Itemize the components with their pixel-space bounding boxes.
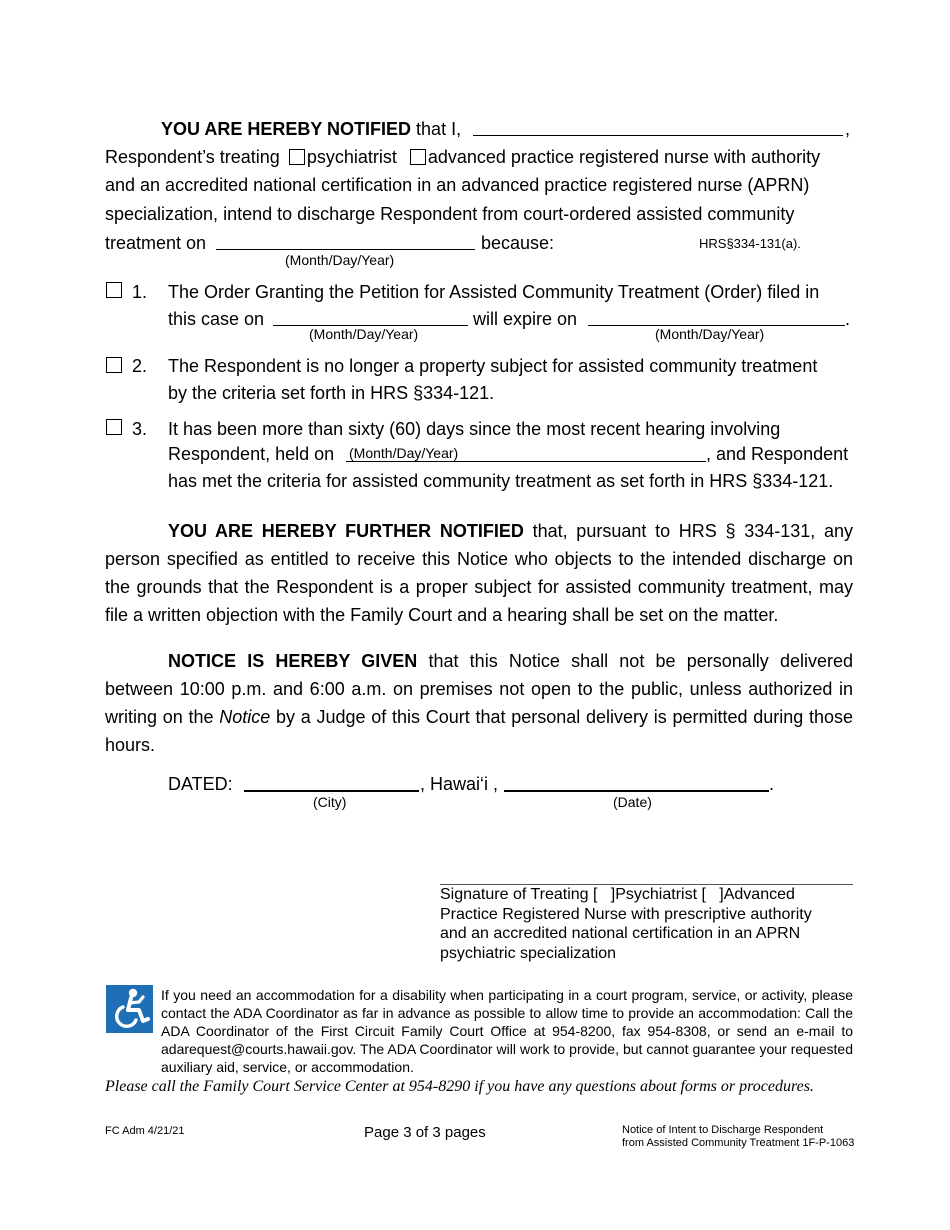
signature-line-1 [440,885,855,905]
notice-line-1 [161,118,461,140]
item-2-number: 2. [132,356,148,376]
aprn-bracket[interactable]: [ ] [701,886,724,903]
aprn-checkbox[interactable] [410,149,426,165]
page-number: Page 3 of 3 pages [364,1124,486,1141]
date-caption: (Date) [613,794,652,810]
hearing-date-line[interactable] [346,461,706,462]
signature-line-2: Practice Registered Nurse with prescriptive authority [440,905,812,923]
notice-italic: Notice [219,707,271,727]
notice-given-bold: NOTICE IS HEREBY GIVEN [168,651,418,671]
item-3-and-respondent: , and Respondent [706,444,849,464]
discharge-date-caption: (Month/Day/Year) [285,252,395,268]
form-title-line-1: Notice of Intent to Discharge Respondent [622,1124,824,1136]
item-3-line-3: has met the criteria for assisted community treatment as set forth in HRS §334-121. [168,471,834,491]
treatment-on-label: treatment on [105,233,207,253]
item-1-period: . [845,309,851,329]
dated-hawaii: , Hawai‘i , [420,774,499,794]
item-3-held-label: Respondent, held on [168,444,335,464]
form-revision: FC Adm 4/21/21 [105,1125,185,1137]
city-caption: (City) [313,794,347,810]
notice-lead-text: that I, [416,119,462,139]
signature-line-4: psychiatric specialization [440,944,617,962]
statute-citation: HRS§334-131(a). [699,236,801,251]
signature-psychiatrist-label: Psychiatrist [615,886,698,903]
treating-label: Respondent’s treating [105,147,280,167]
item-3-checkbox[interactable] [106,419,122,435]
ada-notice: If you need an accommodation for a disability when participating in a court program, service, or activity, please contact the ADA Coordinator as far in advance as possible to allow time to provide an accommodation: Call the ADA Coordinator of the First Circuit Family Court Office at 954-8200, fax 954-8308, or send an e-mail to adarequest@courts.hawaii.gov. The ADA Coordinator will work to provide, but cannot guarantee your requested auxiliary aid, service, or accommodation. [161,987,853,1075]
item-3-line-1: It has been more than sixty (60) days since the most recent hearing involving [168,419,781,439]
item-3-number: 3. [132,419,148,439]
notice-given-text-1: that this Notice shall not be personally delivered between 10:00 p.m. and 6:00 a.m. on premises not open to the public, unless authorized in writing on the [105,651,853,727]
psychiatrist-checkbox[interactable] [289,149,305,165]
filed-date-caption: (Month/Day/Year) [309,326,419,342]
signature-block [440,885,855,963]
icon-head [129,989,137,997]
psychiatrist-label: psychiatrist [306,147,397,167]
treating-provider-name-line[interactable] [473,135,843,136]
item-2-line-2: by the criteria set forth in HRS §334-121. [168,383,495,403]
dated-date-line[interactable] [504,790,769,792]
item-1-filed-label: this case on [168,309,265,329]
because-label: because: [481,233,555,253]
dated-period: . [769,774,775,794]
comma: , [845,119,851,139]
notice-line-2 [105,146,820,168]
item-1-number: 1. [132,282,148,302]
item-2-line-1: The Respondent is no longer a property subject for assisted community treatment [168,356,818,376]
further-notified-text: that, pursuant to HRS § 334-131, any person specified as entitled to receive this Notice who objects to the intended discharge on the grounds that the Respondent is a proper subject for assisted community treatment, may file a written objection with the Family Court and a hearing shall be set on the matter. [105,521,854,625]
item-1-line-1: The Order Granting the Petition for Assisted Community Treatment (Order) filed in [168,282,820,302]
notice-given-text-2: by a Judge of this Court that personal delivery is permitted during those hours. [105,707,853,755]
wheelchair-accessibility-icon [106,985,153,1033]
signature-line-3: and an accredited national certification in an APRN [440,925,801,942]
dated-city-line[interactable] [244,790,419,792]
further-notified-bold: YOU ARE HEREBY FURTHER NOTIFIED [168,521,524,541]
notice-given-paragraph [105,647,853,759]
item-1-expire-label: will expire on [473,309,578,329]
item-2-checkbox[interactable] [106,357,122,373]
notice-lead-bold: YOU ARE HEREBY NOTIFIED [161,119,412,139]
signature-advanced-label: Advanced [723,886,795,903]
service-center-note: Please call the Family Court Service Center at 954-8290 if you have any questions about forms or procedures. [105,1078,814,1095]
form-title-line-2: from Assisted Community Treatment 1F-P-1063 [622,1137,855,1149]
further-notified-paragraph [105,517,853,629]
expire-date-caption: (Month/Day/Year) [655,326,765,342]
dated-label: DATED: [168,774,233,794]
signature-of-treating-label: Signature of Treating [440,886,589,903]
item-1-checkbox[interactable] [106,282,122,298]
notice-line-3: and an accredited national certification in an advanced practice registered nurse (APRN) [105,175,810,195]
notice-line-4: specialization, intend to discharge Respondent from court-ordered assisted community [105,204,795,224]
discharge-date-line[interactable] [216,249,475,250]
psychiatrist-bracket[interactable]: [ ] [593,886,616,903]
hearing-date-caption: (Month/Day/Year) [349,445,459,461]
aprn-label: advanced practice registered nurse with authority [427,147,821,167]
